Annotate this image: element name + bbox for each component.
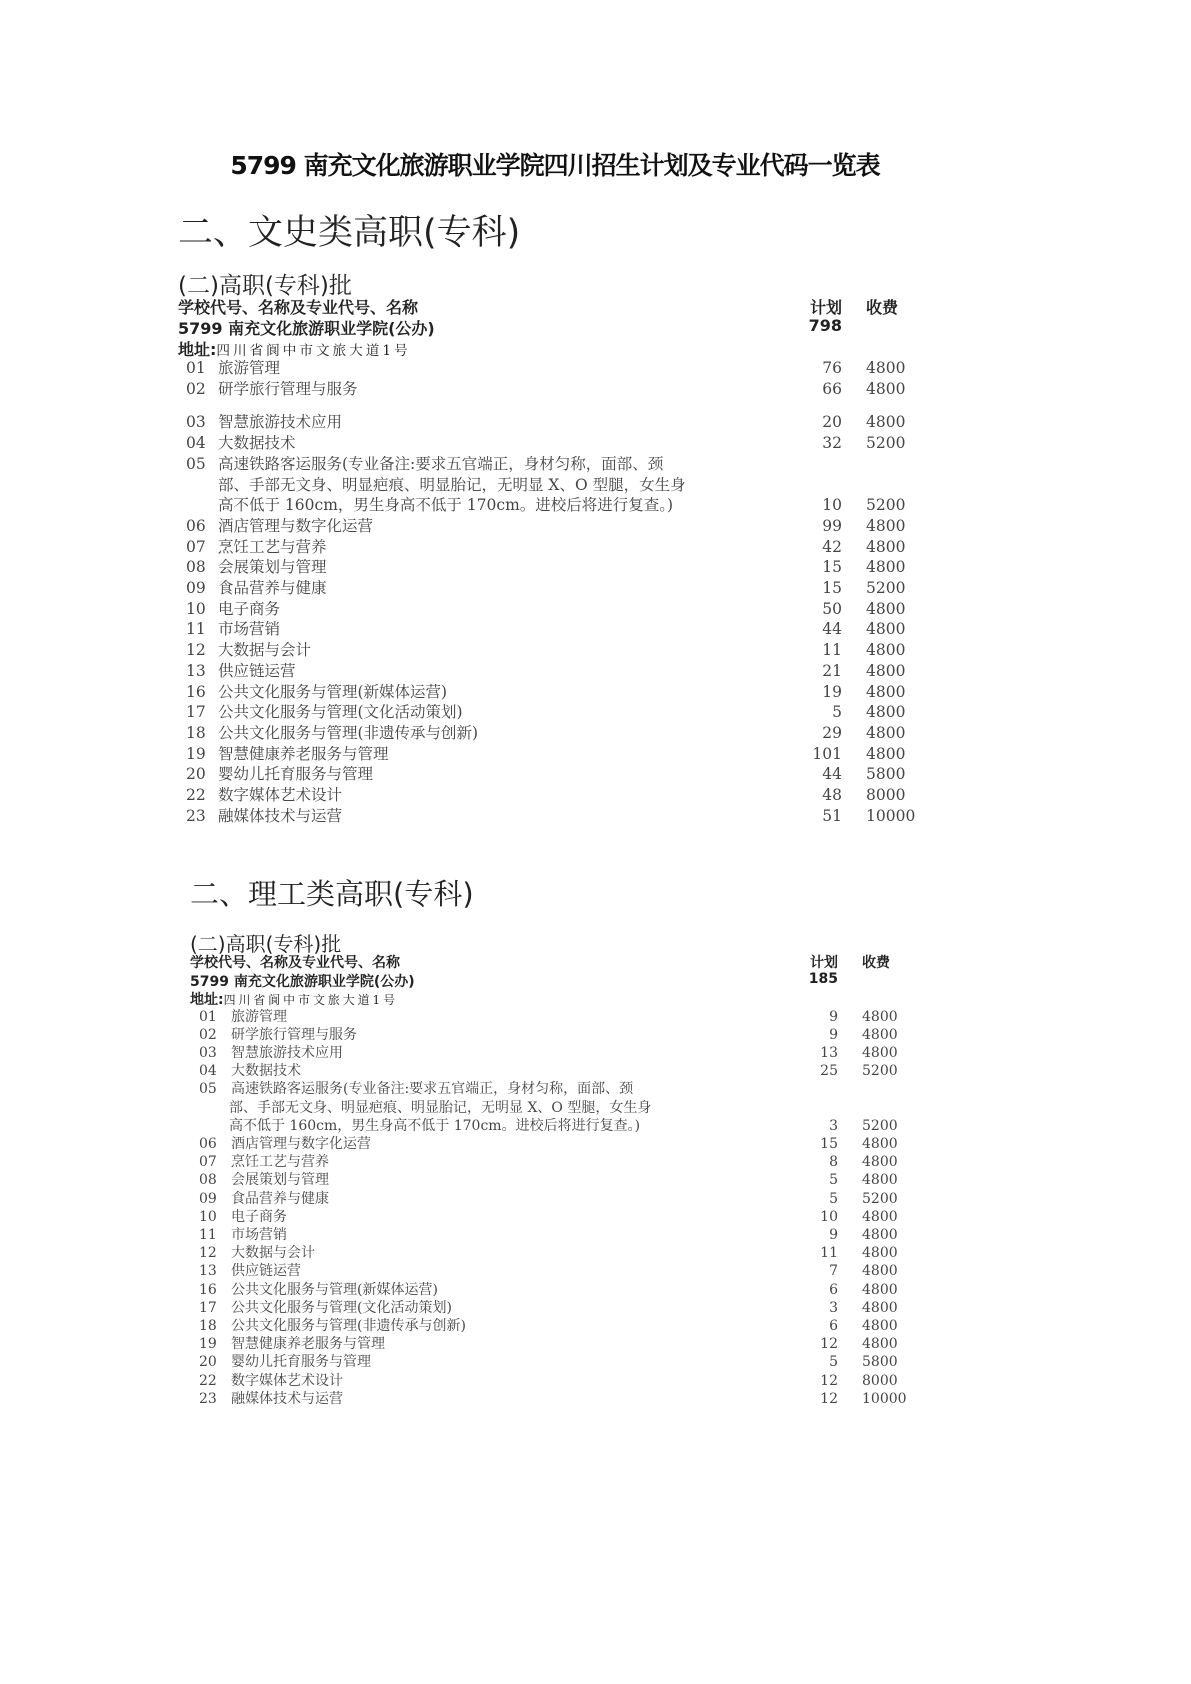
major-code: 11 bbox=[199, 1226, 217, 1243]
major-fee: 4800 bbox=[862, 1263, 898, 1280]
major-fee: 4800 bbox=[866, 682, 906, 701]
major-code: 18 bbox=[199, 1317, 217, 1334]
major-row bbox=[178, 723, 938, 744]
school-total-plan: 798 bbox=[808, 316, 842, 335]
major-fee: 4800 bbox=[866, 620, 906, 639]
major-code: 23 bbox=[186, 806, 206, 825]
major-code: 06 bbox=[186, 516, 206, 535]
address-value: 四川省阆中市文旅大道1号 bbox=[223, 993, 398, 1007]
major-name: 智慧健康养老服务与管理 bbox=[231, 1336, 385, 1353]
major-code: 02 bbox=[186, 379, 206, 398]
major-code: 05 bbox=[199, 1081, 217, 1098]
major-code: 04 bbox=[186, 434, 206, 453]
major-plan: 3 bbox=[829, 1299, 838, 1316]
address-label: 地址: bbox=[190, 992, 224, 1008]
major-name: 婴幼儿托育服务与管理 bbox=[218, 765, 374, 784]
major-row bbox=[178, 744, 938, 765]
major-name: 大数据与会计 bbox=[218, 641, 312, 660]
major-row bbox=[190, 1008, 920, 1026]
school-row bbox=[178, 316, 938, 337]
major-name: 酒店管理与数字化运营 bbox=[218, 516, 374, 535]
column-header-fee: 收费 bbox=[862, 955, 890, 971]
major-code: 07 bbox=[199, 1154, 217, 1171]
major-row bbox=[190, 1080, 920, 1135]
major-fee: 4800 bbox=[862, 1172, 898, 1189]
major-code: 06 bbox=[199, 1135, 217, 1152]
major-name: 大数据与会计 bbox=[231, 1245, 315, 1262]
major-fee: 4800 bbox=[862, 1226, 898, 1243]
major-row bbox=[178, 661, 938, 682]
major-name: 旅游管理 bbox=[231, 1008, 287, 1025]
major-code: 12 bbox=[199, 1245, 217, 1262]
major-code: 01 bbox=[186, 359, 206, 377]
major-code: 19 bbox=[199, 1336, 217, 1353]
major-row bbox=[190, 1281, 920, 1299]
major-plan: 66 bbox=[822, 379, 842, 398]
major-plan: 19 bbox=[822, 682, 842, 701]
major-fee: 4800 bbox=[866, 703, 906, 722]
major-name: 融媒体技术与运营 bbox=[231, 1390, 343, 1407]
major-name: 智慧旅游技术应用 bbox=[231, 1044, 343, 1061]
address-label: 地址: bbox=[178, 340, 217, 359]
major-plan: 5 bbox=[829, 1172, 838, 1189]
major-plan: 10 bbox=[822, 496, 842, 515]
major-name: 高速铁路客运服务(专业备注:要求五官端正，身材匀称，面部、颈 bbox=[218, 454, 664, 473]
major-row bbox=[190, 1135, 920, 1153]
major-row bbox=[178, 599, 938, 620]
major-plan: 6 bbox=[829, 1317, 838, 1334]
major-row bbox=[178, 764, 938, 785]
major-name: 公共文化服务与管理(文化活动策划) bbox=[231, 1299, 452, 1316]
major-name: 烹饪工艺与营养 bbox=[231, 1154, 329, 1171]
major-fee: 10000 bbox=[866, 806, 916, 825]
major-row bbox=[190, 1244, 920, 1262]
major-name: 供应链运营 bbox=[231, 1263, 301, 1280]
major-code: 01 bbox=[199, 1008, 217, 1025]
major-plan: 44 bbox=[822, 620, 842, 639]
column-header-row bbox=[190, 952, 920, 971]
major-fee: 5200 bbox=[866, 434, 906, 453]
address-row bbox=[190, 989, 920, 1008]
major-note-line: 部、手部无文身、明显疤痕、明显胎记，无明显 X、O 型腿，女生身 bbox=[229, 1099, 652, 1116]
major-name: 旅游管理 bbox=[218, 359, 281, 377]
address-value: 四川省阆中市文旅大道1号 bbox=[216, 343, 411, 359]
major-code: 22 bbox=[186, 786, 206, 805]
major-plan: 5 bbox=[832, 703, 842, 722]
major-plan: 51 bbox=[822, 806, 842, 825]
school-name: 5799 南充文化旅游职业学院(公办) bbox=[178, 319, 435, 338]
major-code: 11 bbox=[186, 620, 206, 639]
major-plan: 101 bbox=[812, 744, 842, 763]
major-fee: 4800 bbox=[866, 641, 906, 660]
major-fee: 4800 bbox=[862, 1317, 898, 1334]
major-fee: 10000 bbox=[862, 1390, 907, 1407]
major-code: 16 bbox=[199, 1281, 217, 1298]
major-fee: 4800 bbox=[862, 1026, 898, 1043]
major-row bbox=[190, 1335, 920, 1353]
major-fee: 5200 bbox=[866, 496, 906, 515]
major-name: 公共文化服务与管理(新媒体运营) bbox=[218, 682, 448, 701]
major-fee: 8000 bbox=[862, 1372, 898, 1389]
major-plan: 44 bbox=[822, 765, 842, 784]
major-row bbox=[190, 1171, 920, 1189]
major-plan: 15 bbox=[820, 1135, 838, 1152]
major-name: 数字媒体艺术设计 bbox=[218, 786, 343, 805]
major-code: 09 bbox=[199, 1190, 217, 1207]
major-fee: 4800 bbox=[866, 723, 906, 742]
major-plan: 6 bbox=[829, 1281, 838, 1298]
major-row bbox=[190, 1026, 920, 1044]
section-liberal-arts bbox=[178, 205, 938, 826]
major-fee: 5200 bbox=[866, 579, 906, 598]
school-name: 5799 南充文化旅游职业学院(公办) bbox=[190, 973, 415, 990]
major-row bbox=[190, 1390, 920, 1408]
section-heading: 二、文史类高职(专科) bbox=[178, 213, 521, 253]
column-header-name: 学校代号、名称及专业代号、名称 bbox=[190, 955, 400, 971]
major-plan: 76 bbox=[822, 359, 842, 377]
major-row bbox=[178, 785, 938, 806]
major-plan: 20 bbox=[822, 413, 842, 432]
major-name: 市场营销 bbox=[218, 620, 281, 639]
major-name: 食品营养与健康 bbox=[218, 579, 327, 598]
major-code: 23 bbox=[199, 1390, 217, 1407]
major-plan: 9 bbox=[829, 1008, 838, 1025]
major-row bbox=[190, 1190, 920, 1208]
major-code: 17 bbox=[186, 703, 206, 722]
major-row bbox=[178, 682, 938, 703]
major-fee: 5200 bbox=[862, 1190, 898, 1207]
major-plan: 5 bbox=[829, 1354, 838, 1371]
major-code: 04 bbox=[199, 1063, 217, 1080]
major-fee: 4800 bbox=[862, 1281, 898, 1298]
major-plan: 11 bbox=[820, 1245, 838, 1262]
major-fee: 5800 bbox=[862, 1354, 898, 1371]
major-name: 电子商务 bbox=[231, 1208, 287, 1225]
major-plan: 99 bbox=[822, 516, 842, 535]
major-fee: 8000 bbox=[866, 786, 906, 805]
major-plan: 48 bbox=[822, 786, 842, 805]
major-fee: 4800 bbox=[866, 661, 906, 680]
major-name: 智慧健康养老服务与管理 bbox=[218, 744, 389, 763]
major-fee: 4800 bbox=[866, 599, 906, 618]
major-code: 10 bbox=[186, 599, 206, 618]
major-plan: 42 bbox=[822, 537, 842, 556]
major-fee: 4800 bbox=[862, 1336, 898, 1353]
major-fee: 4800 bbox=[862, 1044, 898, 1061]
major-row bbox=[178, 557, 938, 578]
major-plan: 12 bbox=[820, 1390, 838, 1407]
major-name: 智慧旅游技术应用 bbox=[218, 413, 343, 432]
major-code: 10 bbox=[199, 1208, 217, 1225]
major-fee: 4800 bbox=[862, 1208, 898, 1225]
major-note-line: 部、手部无文身、明显疤痕、明显胎记，无明显 X、O 型腿，女生身 bbox=[218, 475, 686, 494]
major-name: 电子商务 bbox=[218, 599, 281, 618]
major-code: 17 bbox=[199, 1299, 217, 1316]
major-fee: 4800 bbox=[866, 558, 906, 577]
major-code: 19 bbox=[186, 744, 206, 763]
major-plan: 21 bbox=[822, 661, 842, 680]
major-row bbox=[178, 516, 938, 537]
section-science-engineering bbox=[190, 872, 920, 1408]
major-name: 公共文化服务与管理(非遗传承与创新) bbox=[231, 1317, 466, 1334]
major-row bbox=[178, 412, 938, 433]
major-plan: 8 bbox=[829, 1154, 838, 1171]
major-code: 22 bbox=[199, 1372, 217, 1389]
major-name: 大数据技术 bbox=[231, 1063, 301, 1080]
major-row bbox=[190, 1372, 920, 1390]
major-row bbox=[178, 578, 938, 599]
major-fee: 4800 bbox=[866, 537, 906, 556]
major-fee: 4800 bbox=[862, 1154, 898, 1171]
major-row bbox=[178, 537, 938, 558]
school-row bbox=[190, 971, 920, 990]
major-plan: 5 bbox=[829, 1190, 838, 1207]
major-plan: 32 bbox=[822, 434, 842, 453]
major-code: 09 bbox=[186, 579, 206, 598]
address-row bbox=[178, 337, 938, 358]
major-name: 会展策划与管理 bbox=[231, 1172, 329, 1189]
major-row bbox=[178, 806, 938, 827]
major-plan: 3 bbox=[829, 1117, 838, 1134]
major-fee: 4800 bbox=[866, 379, 906, 398]
major-name: 公共文化服务与管理(非遗传承与创新) bbox=[218, 723, 479, 742]
major-code: 08 bbox=[199, 1172, 217, 1189]
major-plan: 29 bbox=[822, 723, 842, 742]
major-row bbox=[190, 1262, 920, 1280]
major-plan: 25 bbox=[820, 1063, 838, 1080]
major-code: 05 bbox=[186, 454, 206, 473]
major-code: 08 bbox=[186, 558, 206, 577]
major-name: 数字媒体艺术设计 bbox=[231, 1372, 343, 1389]
major-fee: 4800 bbox=[862, 1245, 898, 1262]
batch-heading: (二)高职(专科)批 bbox=[190, 932, 342, 956]
major-name: 研学旅行管理与服务 bbox=[218, 379, 358, 398]
major-plan: 10 bbox=[820, 1208, 838, 1225]
major-code: 20 bbox=[186, 765, 206, 784]
major-fee: 4800 bbox=[866, 516, 906, 535]
major-name: 烹饪工艺与营养 bbox=[218, 537, 327, 556]
major-note-line: 高不低于 160cm，男生身高不低于 170cm。进校后将进行复查。) bbox=[218, 496, 674, 515]
major-fee: 5200 bbox=[862, 1063, 898, 1080]
column-header-row bbox=[178, 295, 938, 316]
major-row bbox=[178, 379, 938, 400]
major-plan: 11 bbox=[822, 641, 842, 660]
major-fee: 4800 bbox=[866, 744, 906, 763]
major-name: 婴幼儿托育服务与管理 bbox=[231, 1354, 371, 1371]
major-name: 供应链运营 bbox=[218, 661, 296, 680]
major-name: 酒店管理与数字化运营 bbox=[231, 1135, 371, 1152]
school-total-plan: 185 bbox=[808, 970, 838, 987]
major-plan: 7 bbox=[829, 1263, 838, 1280]
major-row bbox=[178, 358, 938, 379]
major-plan: 12 bbox=[820, 1336, 838, 1353]
major-plan: 9 bbox=[829, 1026, 838, 1043]
major-row bbox=[190, 1299, 920, 1317]
major-row bbox=[178, 454, 938, 516]
major-fee: 4800 bbox=[866, 359, 906, 377]
major-plan: 15 bbox=[822, 558, 842, 577]
column-header-name: 学校代号、名称及专业代号、名称 bbox=[178, 298, 419, 317]
major-code: 13 bbox=[199, 1263, 217, 1280]
major-row bbox=[190, 1062, 920, 1080]
major-note-line: 高不低于 160cm，男生身高不低于 170cm。进校后将进行复查。) bbox=[229, 1117, 641, 1134]
major-code: 13 bbox=[186, 661, 206, 680]
major-row bbox=[178, 702, 938, 723]
major-code: 03 bbox=[199, 1044, 217, 1061]
major-code: 18 bbox=[186, 723, 206, 742]
major-code: 03 bbox=[186, 413, 206, 432]
major-name: 高速铁路客运服务(专业备注:要求五官端正，身材匀称，面部、颈 bbox=[231, 1081, 634, 1098]
major-name: 大数据技术 bbox=[218, 434, 296, 453]
major-plan: 50 bbox=[822, 599, 842, 618]
column-header-plan: 计划 bbox=[810, 955, 838, 971]
major-row bbox=[178, 433, 938, 454]
major-fee: 5200 bbox=[862, 1117, 898, 1134]
major-code: 07 bbox=[186, 537, 206, 556]
major-row bbox=[190, 1153, 920, 1171]
major-row bbox=[190, 1226, 920, 1244]
major-name: 公共文化服务与管理(文化活动策划) bbox=[218, 703, 463, 722]
major-plan: 9 bbox=[829, 1226, 838, 1243]
major-name: 市场营销 bbox=[231, 1226, 287, 1243]
major-fee: 4800 bbox=[862, 1299, 898, 1316]
major-code: 16 bbox=[186, 682, 206, 701]
major-plan: 15 bbox=[822, 579, 842, 598]
major-code: 02 bbox=[199, 1026, 217, 1043]
major-code: 20 bbox=[199, 1354, 217, 1371]
major-name: 食品营养与健康 bbox=[231, 1190, 329, 1207]
major-row bbox=[178, 640, 938, 661]
document-title: 5799 南充文化旅游职业学院四川招生计划及专业代码一览表 bbox=[230, 151, 880, 180]
major-row bbox=[178, 619, 938, 640]
major-fee: 4800 bbox=[862, 1135, 898, 1152]
section-heading: 二、理工类高职(专科) bbox=[190, 877, 474, 911]
major-row bbox=[190, 1353, 920, 1371]
major-row bbox=[190, 1317, 920, 1335]
column-header-plan: 计划 bbox=[809, 298, 842, 317]
major-name: 公共文化服务与管理(新媒体运营) bbox=[231, 1281, 438, 1298]
batch-heading: (二)高职(专科)批 bbox=[178, 273, 352, 299]
major-fee: 4800 bbox=[862, 1008, 898, 1025]
major-name: 会展策划与管理 bbox=[218, 558, 327, 577]
major-name: 融媒体技术与运营 bbox=[218, 806, 343, 825]
major-row bbox=[190, 1208, 920, 1226]
major-fee: 4800 bbox=[866, 413, 906, 432]
column-header-fee: 收费 bbox=[866, 298, 899, 317]
major-plan: 13 bbox=[820, 1044, 838, 1061]
major-code: 12 bbox=[186, 641, 206, 660]
major-plan: 12 bbox=[820, 1372, 838, 1389]
major-row bbox=[190, 1044, 920, 1062]
major-fee: 5800 bbox=[866, 765, 906, 784]
major-name: 研学旅行管理与服务 bbox=[231, 1026, 357, 1043]
